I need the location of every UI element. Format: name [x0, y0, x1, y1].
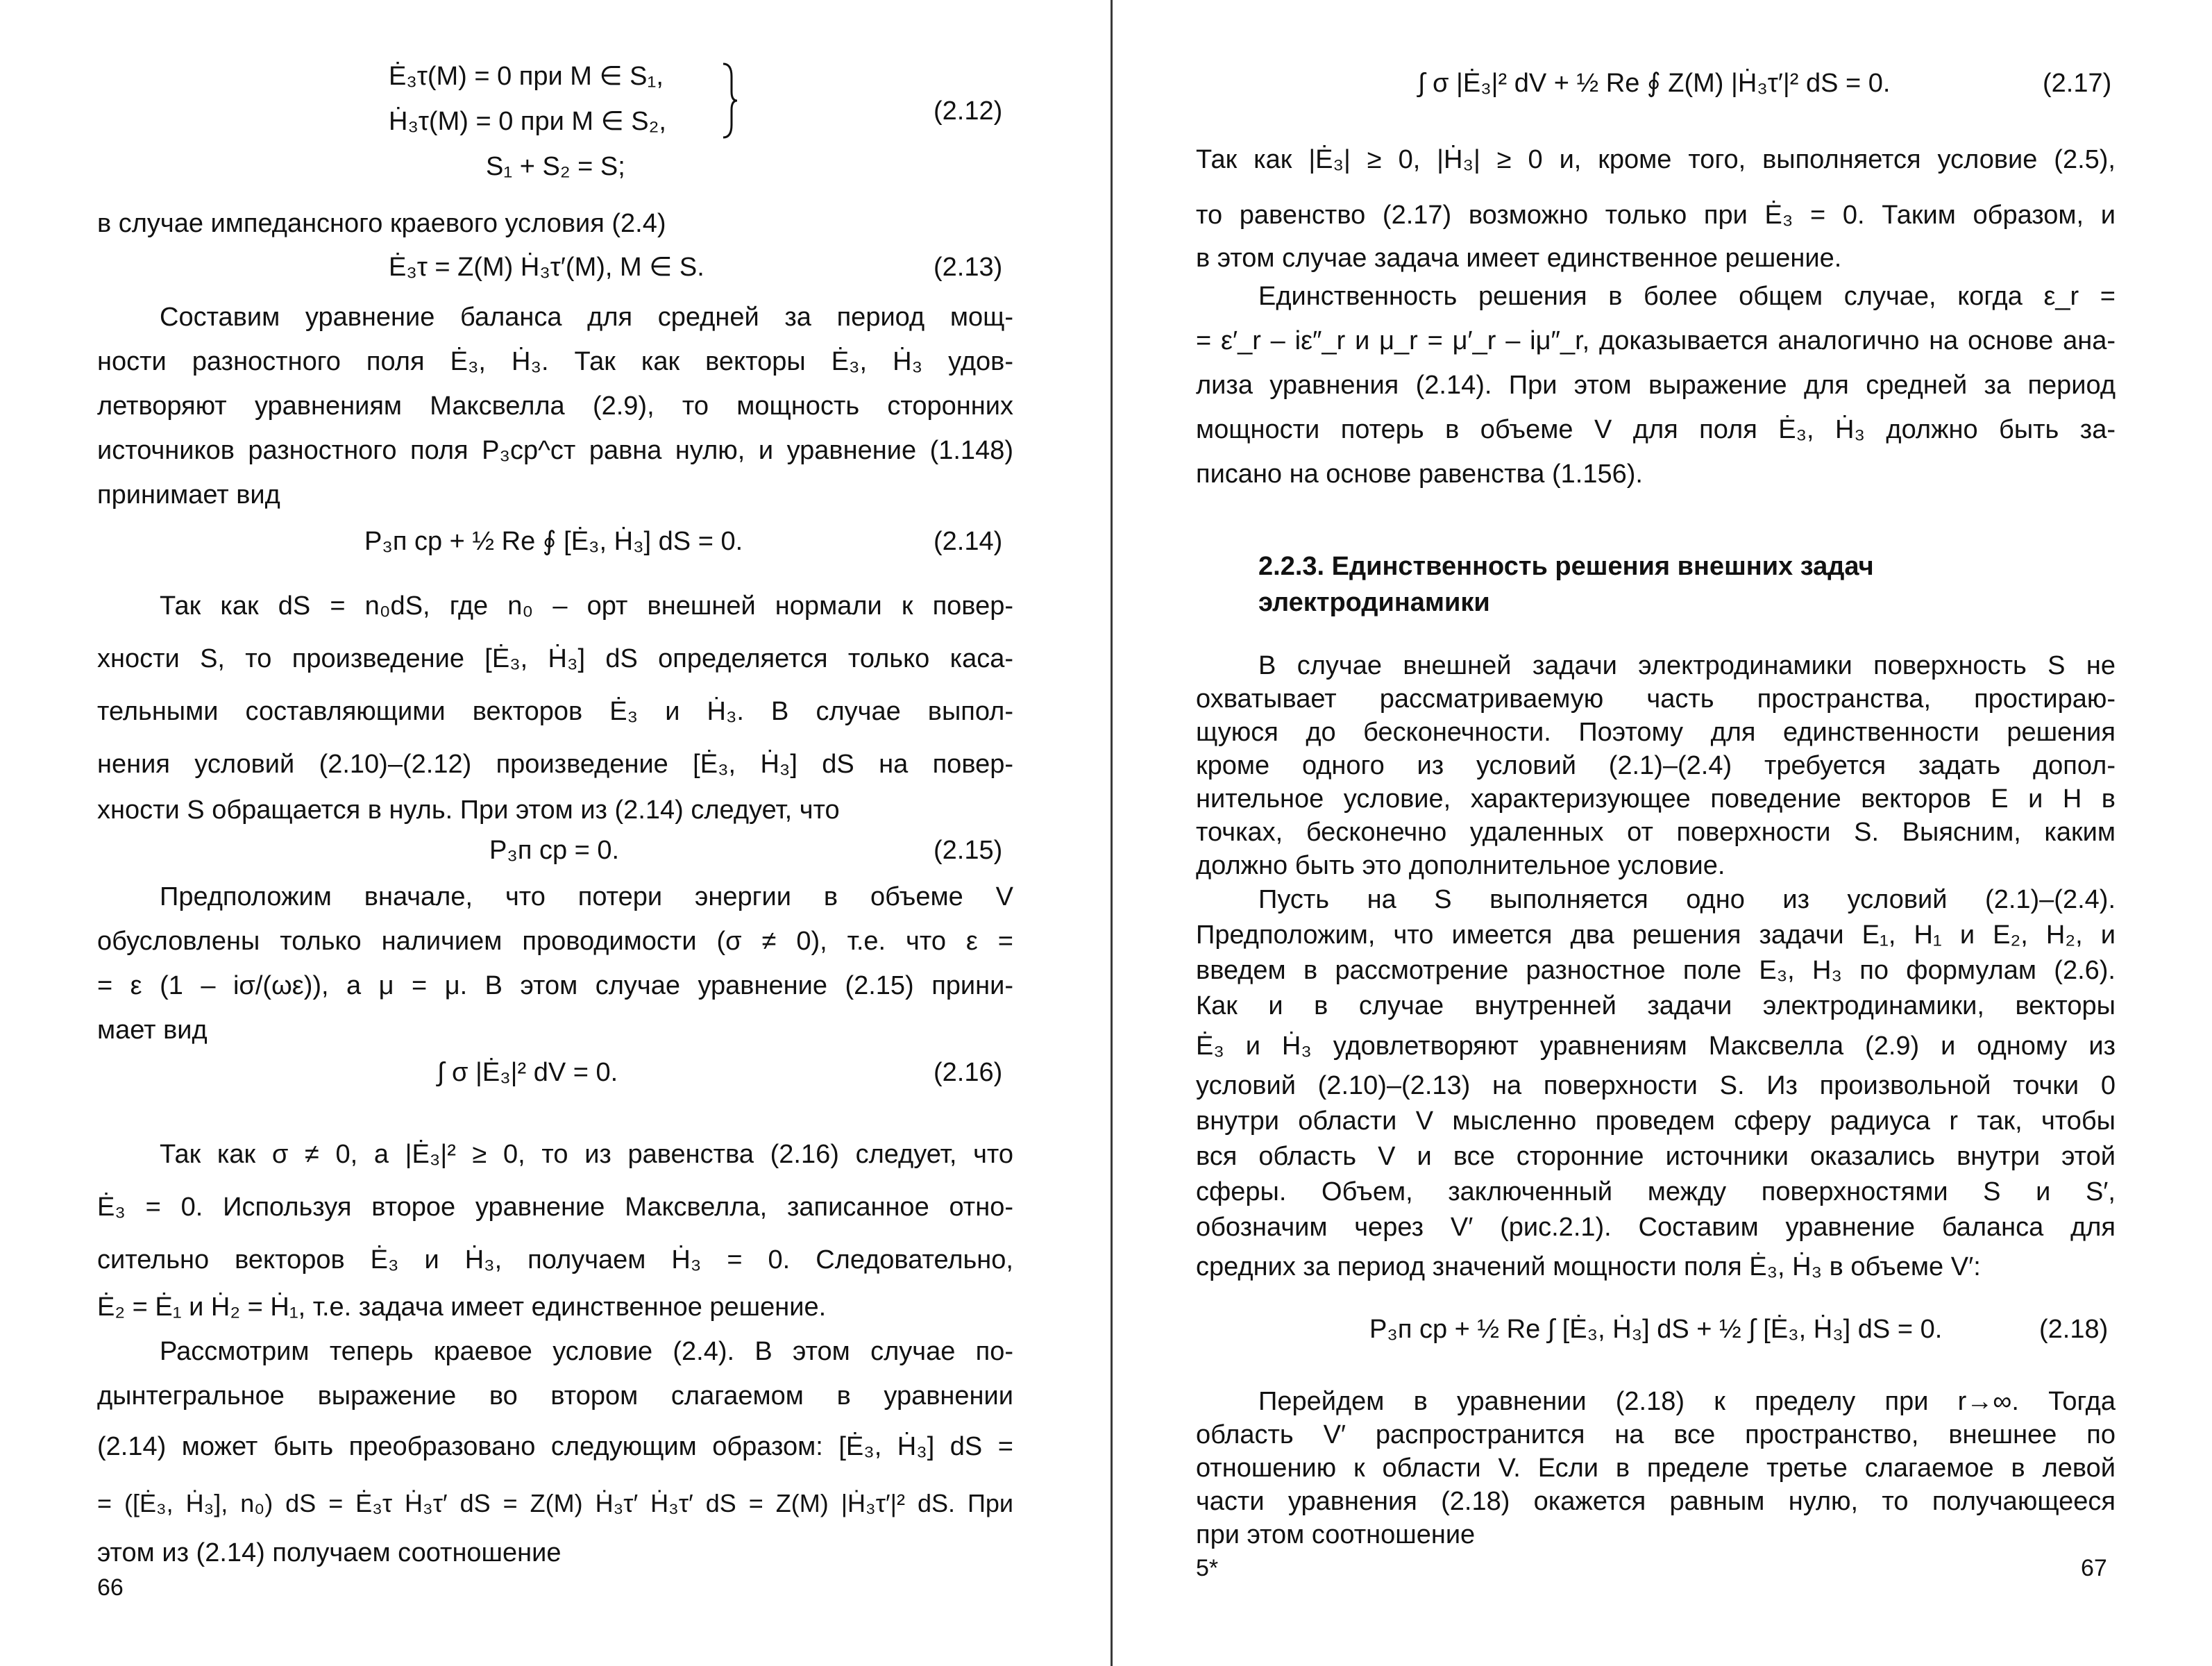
text-line: нения условий (2.10)–(2.12) произведение [Ė₃, Ḣ₃] dS на повер- — [97, 750, 1013, 779]
text-line: кроме одного из условий (2.1)–(2.4) требуется задать допол- — [1196, 751, 2116, 780]
paragraph-general-case — [1196, 274, 2116, 452]
eq-2-18-number: (2.18) — [2039, 1315, 2109, 1344]
text-line: точках, бесконечно удаленных от поверхности S. Выясним, каким — [1196, 818, 2116, 847]
text-line: область V′ распространится на все пространство, внешнее по — [1196, 1420, 2116, 1449]
eq-2-18: P₃п ср + ½ Re ∫ [Ė₃, Ḣ₃] dS + ½ ∫ [Ė₃, Ḣ₃] dS = 0. — [1369, 1315, 1943, 1344]
text-line: Единственность решения в более общем случае, когда ε_r = — [1258, 282, 2116, 311]
text-line: Так как σ ≠ 0, а |Ė₃|² ≥ 0, то из равенства (2.16) следует, что — [160, 1140, 1013, 1169]
text-line-last: хности S обращается в нуль. При этом из (2.14) следует, что — [97, 796, 840, 825]
paragraph-unique-1 — [97, 1128, 1013, 1286]
text-line: обозначим через V′ (рис.2.1). Составим уравнение баланса для — [1196, 1213, 2116, 1242]
text-line: внутри области V мысленно проведем сферу радиуса r так, чтобы — [1196, 1107, 2116, 1136]
eq-2-14-number: (2.14) — [934, 527, 1003, 556]
paragraph-tangential — [97, 580, 1013, 791]
eq-2-12-number: (2.12) — [934, 96, 1003, 126]
text-line-last: средних за период значений мощности поля Ė₃, Ḣ₃ в объеме V′: — [1196, 1252, 1981, 1281]
brace-right-icon — [722, 62, 738, 139]
text-line: В случае внешней задачи электродинамики поверхность S не — [1258, 651, 2116, 680]
text-line: Так как |Ė₃| ≥ 0, |Ḣ₃| ≥ 0 и, кроме того, выполняется условие (2.5), — [1196, 145, 2116, 174]
section-heading-cont: электродинамики — [1258, 588, 1490, 617]
paragraph-balance — [97, 295, 1013, 473]
paragraph-limit — [1196, 1385, 2116, 1518]
eq-2-17: ∫ σ |Ė₃|² dV + ½ Re ∮ Z(M) |Ḣ₃τ′|² dS = 0. — [1418, 69, 1891, 98]
eq-2-12-line1: Ė₃τ(M) = 0 при M ∈ S₁, — [389, 62, 664, 91]
text-line: мощности потерь в объеме V для поля Ė₃, Ḣ₃ должно быть за- — [1196, 415, 2116, 444]
text-line: Так как dS = n₀dS, где n₀ – орт внешней нормали к повер- — [160, 591, 1013, 621]
eq-2-17-number: (2.17) — [2043, 69, 2112, 98]
text-line: Ė₃ = 0. Используя второе уравнение Максвелла, записанное отно- — [97, 1193, 1013, 1222]
text-line: части уравнения (2.18) окажется равным нулю, то получающееся — [1196, 1487, 2116, 1516]
page-number: 67 — [2081, 1555, 2107, 1581]
text-line: обусловлены только наличием проводимости (σ ≠ 0), т.е. что ε = — [97, 927, 1013, 956]
eq-2-15-number: (2.15) — [934, 836, 1003, 865]
text-line: ности разностного поля Ė₃, Ḣ₃. Так как векторы Ė₃, Ḣ₃ удов- — [97, 347, 1013, 376]
eq-2-12-line3: S₁ + S₂ = S; — [486, 152, 625, 181]
eq-2-15: P₃п ср = 0. — [489, 836, 620, 865]
eq-2-13-number: (2.13) — [934, 253, 1003, 282]
text-line: охватывает рассматриваемую часть пространства, простираю- — [1196, 684, 2116, 714]
right-page — [1113, 0, 2212, 1666]
eq-2-12-line2: Ḣ₃τ(M) = 0 при M ∈ S₂, — [389, 107, 666, 136]
text-line: источников разностного поля P₃ср^ст равна нулю, и уравнение (1.148) — [97, 436, 1013, 465]
text-line: Пусть на S выполняется одно из условий (2.1)–(2.4). — [1258, 885, 2116, 914]
text-line: сферы. Объем, заключенный между поверхностями S и S′, — [1196, 1177, 2116, 1206]
text-line-last: в этом случае задача имеет единственное решение. — [1196, 244, 1842, 273]
text-line: Рассмотрим теперь краевое условие (2.4). В этом случае по- — [160, 1337, 1013, 1366]
text-line: Ė₃ и Ḣ₃ удовлетворяют уравнениям Максвелла (2.9) и одному из — [1196, 1032, 2116, 1061]
eq-2-13: Ė₃τ = Z(M) Ḣ₃τ′(M), M ∈ S. — [389, 253, 704, 282]
eq-2-16-number: (2.16) — [934, 1058, 1003, 1087]
paragraph-external — [1196, 649, 2116, 849]
text-line: = ([Ė₃, Ḣ₃], n₀) dS = Ė₃τ Ḣ₃τ′ dS = Z(M) Ḣ₃τ′ Ḣ₃τ′ dS = Z(M) |Ḣ₃τ′|² dS. При — [97, 1489, 1013, 1517]
text-line-last: писано на основе равенства (1.156). — [1196, 460, 1643, 489]
text-line-last: при этом соотношение — [1196, 1520, 1476, 1549]
text-line-last: Ė₂ = Ė₁ и Ḣ₂ = Ḣ₁, т.е. задача имеет единственное решение. — [97, 1293, 827, 1322]
text-line: сительно векторов Ė₃ и Ḣ₃, получаем Ḣ₃ = 0. Следовательно, — [97, 1245, 1013, 1274]
text-line: (2.14) может быть преобразовано следующим образом: [Ė₃, Ḣ₃] dS = — [97, 1432, 1013, 1461]
text-line: тельными составляющими векторов Ė₃ и Ḣ₃. В случае выпол- — [97, 697, 1013, 726]
eq-2-16: ∫ σ |Ė₃|² dV = 0. — [437, 1058, 618, 1087]
text-line-last: принимает вид — [97, 480, 280, 510]
signature-mark: 5* — [1196, 1555, 1219, 1581]
section-heading: 2.2.3. Единственность решения внешних задач — [1258, 552, 1874, 581]
text-line: Как и в случае внутренней задачи электродинамики, векторы — [1196, 991, 2116, 1020]
text-line: нительное условие, характеризующее поведение векторов E и H в — [1196, 784, 2116, 814]
paragraph-impedance-condition — [97, 1329, 1013, 1532]
text-line-last: мает вид — [97, 1016, 208, 1045]
eq-2-14: P₃п ср + ½ Re ∮ [Ė₃, Ḣ₃] dS = 0. — [364, 527, 743, 556]
text-line: отношению к области V. Если в пределе третье слагаемое в левой — [1196, 1454, 2116, 1483]
text-line: дынтегральное выражение во втором слагаемом в уравнении — [97, 1381, 1013, 1411]
text-line: хности S, то произведение [Ė₃, Ḣ₃] dS определяется только каса- — [97, 644, 1013, 673]
text-line: Составим уравнение баланса для средней за период мощ- — [160, 303, 1013, 332]
text-line: условий (2.10)–(2.13) на поверхности S. Из произвольной точки 0 — [1196, 1071, 2116, 1100]
page-number: 66 — [97, 1574, 124, 1601]
text-line: лиза уравнения (2.14). При этом выражение для средней за период — [1196, 371, 2116, 400]
text-line-last: этом из (2.14) получаем соотношение — [97, 1538, 562, 1567]
text-line: летворяют уравнениям Максвелла (2.9), то мощность сторонних — [97, 392, 1013, 421]
text-line: Предположим, что имеется два решения задачи E₁, H₁ и E₂, H₂, и — [1196, 920, 2116, 950]
text-line: вся область V и все сторонние источники оказались внутри этой — [1196, 1142, 2116, 1171]
paragraph-conclusion — [1196, 132, 2116, 243]
text-line: = ε (1 – iσ/(ωε)), а μ = μ. В этом случае уравнение (2.15) прини- — [97, 971, 1013, 1000]
paragraph-two-solutions — [1196, 882, 2116, 1245]
text-line: = ε′_r – iε″_r и μ_r = μ′_r – iμ″_r, доказывается аналогично на основе ана- — [1196, 326, 2116, 355]
text-line: то равенство (2.17) возможно только при Ė₃ = 0. Таким образом, и — [1196, 201, 2116, 230]
text-line: щуюся до бесконечности. Поэтому для единственности решения — [1196, 718, 2116, 747]
paragraph-conductivity — [97, 875, 1013, 1008]
text-line: введем в рассмотрение разностное поле E₃, H₃ по формулам (2.6). — [1196, 956, 2116, 985]
text-line: Предположим вначале, что потери энергии в объеме V — [160, 882, 1013, 911]
text-line: Перейдем в уравнении (2.18) к пределу при r→∞. Тогда — [1258, 1387, 2116, 1416]
text-line-last: должно быть это дополнительное условие. — [1196, 851, 1725, 880]
paragraph-impedance: в случае импедансного краевого условия (2.4) — [97, 209, 666, 238]
